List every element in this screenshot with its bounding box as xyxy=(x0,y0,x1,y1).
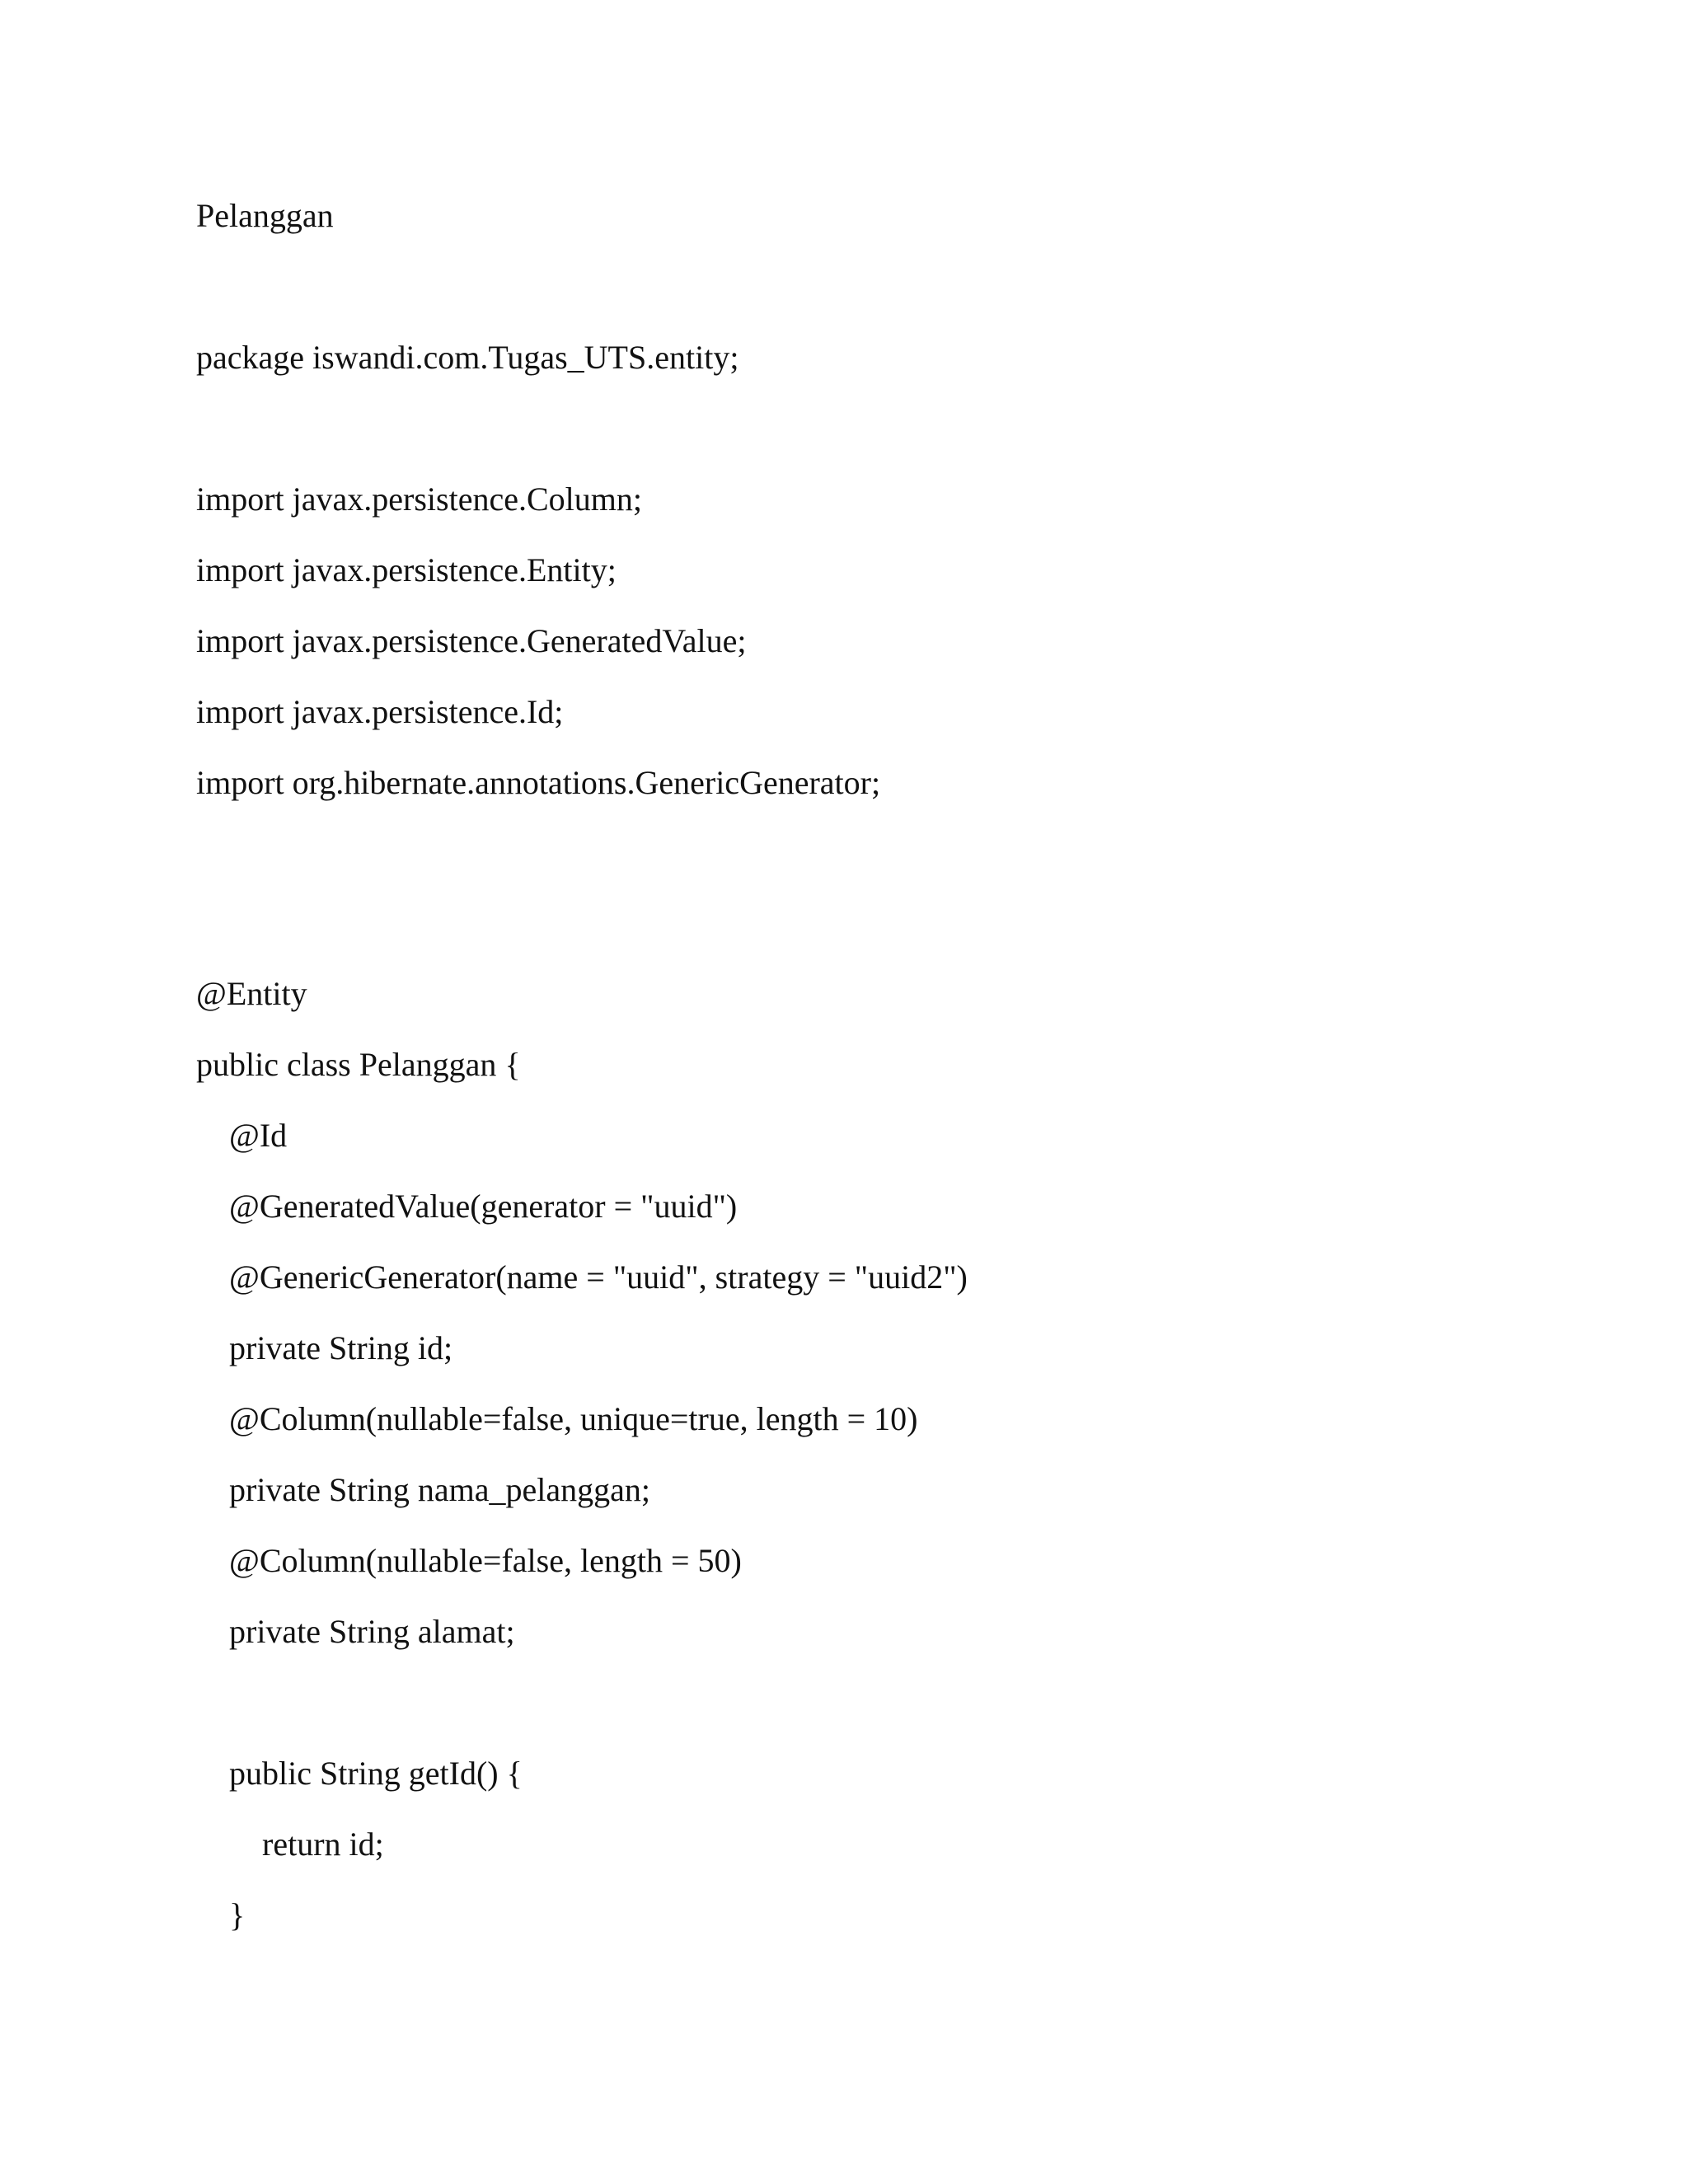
code-line-import-column: import javax.persistence.Column; xyxy=(196,480,642,518)
code-line-closing-brace: } xyxy=(229,1896,246,1933)
code-line-field-id: private String id; xyxy=(229,1329,453,1366)
code-line-import-genericgenerator: import org.hibernate.annotations.GenericGenerator; xyxy=(196,764,881,801)
code-line-generatedvalue-annotation: @GeneratedValue(generator = "uuid") xyxy=(229,1188,738,1225)
code-line-field-nama-pelanggan: private String nama_pelanggan; xyxy=(229,1471,650,1508)
code-line-import-generatedvalue: import javax.persistence.GeneratedValue; xyxy=(196,622,747,659)
code-line-entity-annotation: @Entity xyxy=(196,975,307,1012)
code-line-import-entity: import javax.persistence.Entity; xyxy=(196,551,617,588)
code-line-field-alamat: private String alamat; xyxy=(229,1613,515,1650)
code-line-return-id: return id; xyxy=(262,1825,384,1863)
document-title: Pelanggan xyxy=(196,197,334,234)
code-line-column-annotation-nama: @Column(nullable=false, unique=true, length = 10) xyxy=(229,1400,918,1437)
code-line-getid-method: public String getId() { xyxy=(229,1755,523,1792)
code-line-class-declaration: public class Pelanggan { xyxy=(196,1046,521,1083)
code-line-genericgenerator-annotation: @GenericGenerator(name = "uuid", strategy = "uuid2") xyxy=(229,1258,968,1296)
code-line-id-annotation: @Id xyxy=(229,1117,288,1154)
code-line-import-id: import javax.persistence.Id; xyxy=(196,693,564,730)
code-line-package: package iswandi.com.Tugas_UTS.entity; xyxy=(196,339,739,376)
code-line-column-annotation-alamat: @Column(nullable=false, length = 50) xyxy=(229,1542,742,1579)
